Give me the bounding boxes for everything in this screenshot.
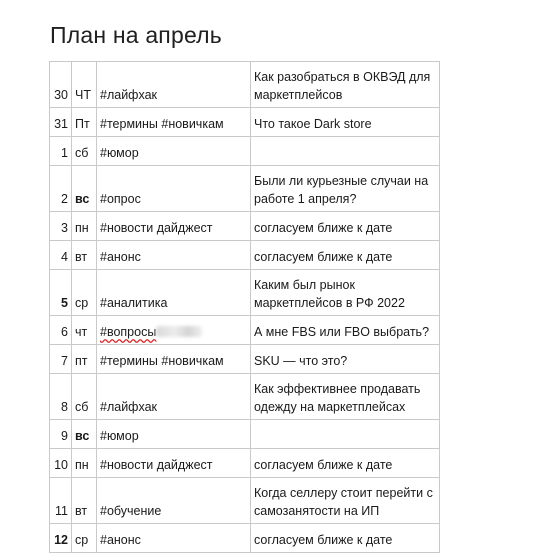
day-cell: 11 <box>50 478 72 524</box>
day-cell: 30 <box>50 62 72 108</box>
weekday-cell: сб <box>72 137 97 166</box>
weekday-cell: пт <box>72 345 97 374</box>
day-cell: 7 <box>50 345 72 374</box>
weekday-cell: сб <box>72 374 97 420</box>
page-title: План на апрель <box>50 22 222 48</box>
day-cell: 1 <box>50 137 72 166</box>
table-row <box>50 108 440 137</box>
table-row <box>50 524 440 553</box>
note-cell: Как эффективнее продавать одежду на маркетплейсах <box>251 374 440 420</box>
note-cell: согласуем ближе к дате <box>251 241 440 270</box>
day-cell: 10 <box>50 449 72 478</box>
note-cell: Были ли курьезные случаи на работе 1 апреля? <box>251 166 440 212</box>
note-cell: согласуем ближе к дате <box>251 212 440 241</box>
weekday-cell: пн <box>72 212 97 241</box>
topic-cell <box>97 316 251 345</box>
topic-cell: #анонс <box>97 524 251 553</box>
topic-cell: #лайфхак <box>97 62 251 108</box>
topic-cell: #новости дайджест <box>97 212 251 241</box>
topic-cell: #юмор <box>97 420 251 449</box>
topic-cell: #термины #новичкам <box>97 345 251 374</box>
note-cell: Как разобраться в ОКВЭД для маркетплейсов <box>251 62 440 108</box>
weekday-cell: ср <box>72 524 97 553</box>
day-cell: 5 <box>50 270 72 316</box>
weekday-cell: ср <box>72 270 97 316</box>
topic-cell: #анонс <box>97 241 251 270</box>
note-cell: Когда селлеру стоит перейти с самозанятости на ИП <box>251 478 440 524</box>
day-cell: 4 <box>50 241 72 270</box>
table-row <box>50 420 440 449</box>
topic-cell: #обучение <box>97 478 251 524</box>
table-row <box>50 241 440 270</box>
table-row <box>50 166 440 212</box>
table-row <box>50 137 440 166</box>
weekday-cell: вт <box>72 478 97 524</box>
topic-cell: #лайфхак <box>97 374 251 420</box>
note-cell <box>251 420 440 449</box>
content-plan-table <box>49 61 440 553</box>
table-row <box>50 345 440 374</box>
topic-cell: #опрос <box>97 166 251 212</box>
topic-cell: #новости дайджест <box>97 449 251 478</box>
note-cell: Что такое Dark store <box>251 108 440 137</box>
table-row <box>50 270 440 316</box>
day-cell: 12 <box>50 524 72 553</box>
note-cell: А мне FBS или FBO выбрать? <box>251 316 440 345</box>
table-row <box>50 212 440 241</box>
day-cell: 2 <box>50 166 72 212</box>
weekday-cell: ЧТ <box>72 62 97 108</box>
day-cell: 9 <box>50 420 72 449</box>
weekday-cell: пн <box>72 449 97 478</box>
weekday-cell: вт <box>72 241 97 270</box>
weekday-cell: Пт <box>72 108 97 137</box>
day-cell: 3 <box>50 212 72 241</box>
redacted-text <box>156 326 202 337</box>
topic-cell: #юмор <box>97 137 251 166</box>
table-row <box>50 478 440 524</box>
table-row <box>50 449 440 478</box>
weekday-cell: вс <box>72 420 97 449</box>
note-cell: Каким был рынок маркетплейсов в РФ 2022 <box>251 270 440 316</box>
table-row <box>50 316 440 345</box>
topic-cell: #термины #новичкам <box>97 108 251 137</box>
table-row <box>50 62 440 108</box>
topic-text: #вопросы <box>100 325 157 339</box>
weekday-cell: чт <box>72 316 97 345</box>
table-row <box>50 374 440 420</box>
note-cell <box>251 137 440 166</box>
note-cell: согласуем ближе к дате <box>251 449 440 478</box>
note-cell: согласуем ближе к дате <box>251 524 440 553</box>
weekday-cell: вс <box>72 166 97 212</box>
note-cell: SKU — что это? <box>251 345 440 374</box>
topic-cell: #аналитика <box>97 270 251 316</box>
day-cell: 6 <box>50 316 72 345</box>
day-cell: 31 <box>50 108 72 137</box>
day-cell: 8 <box>50 374 72 420</box>
